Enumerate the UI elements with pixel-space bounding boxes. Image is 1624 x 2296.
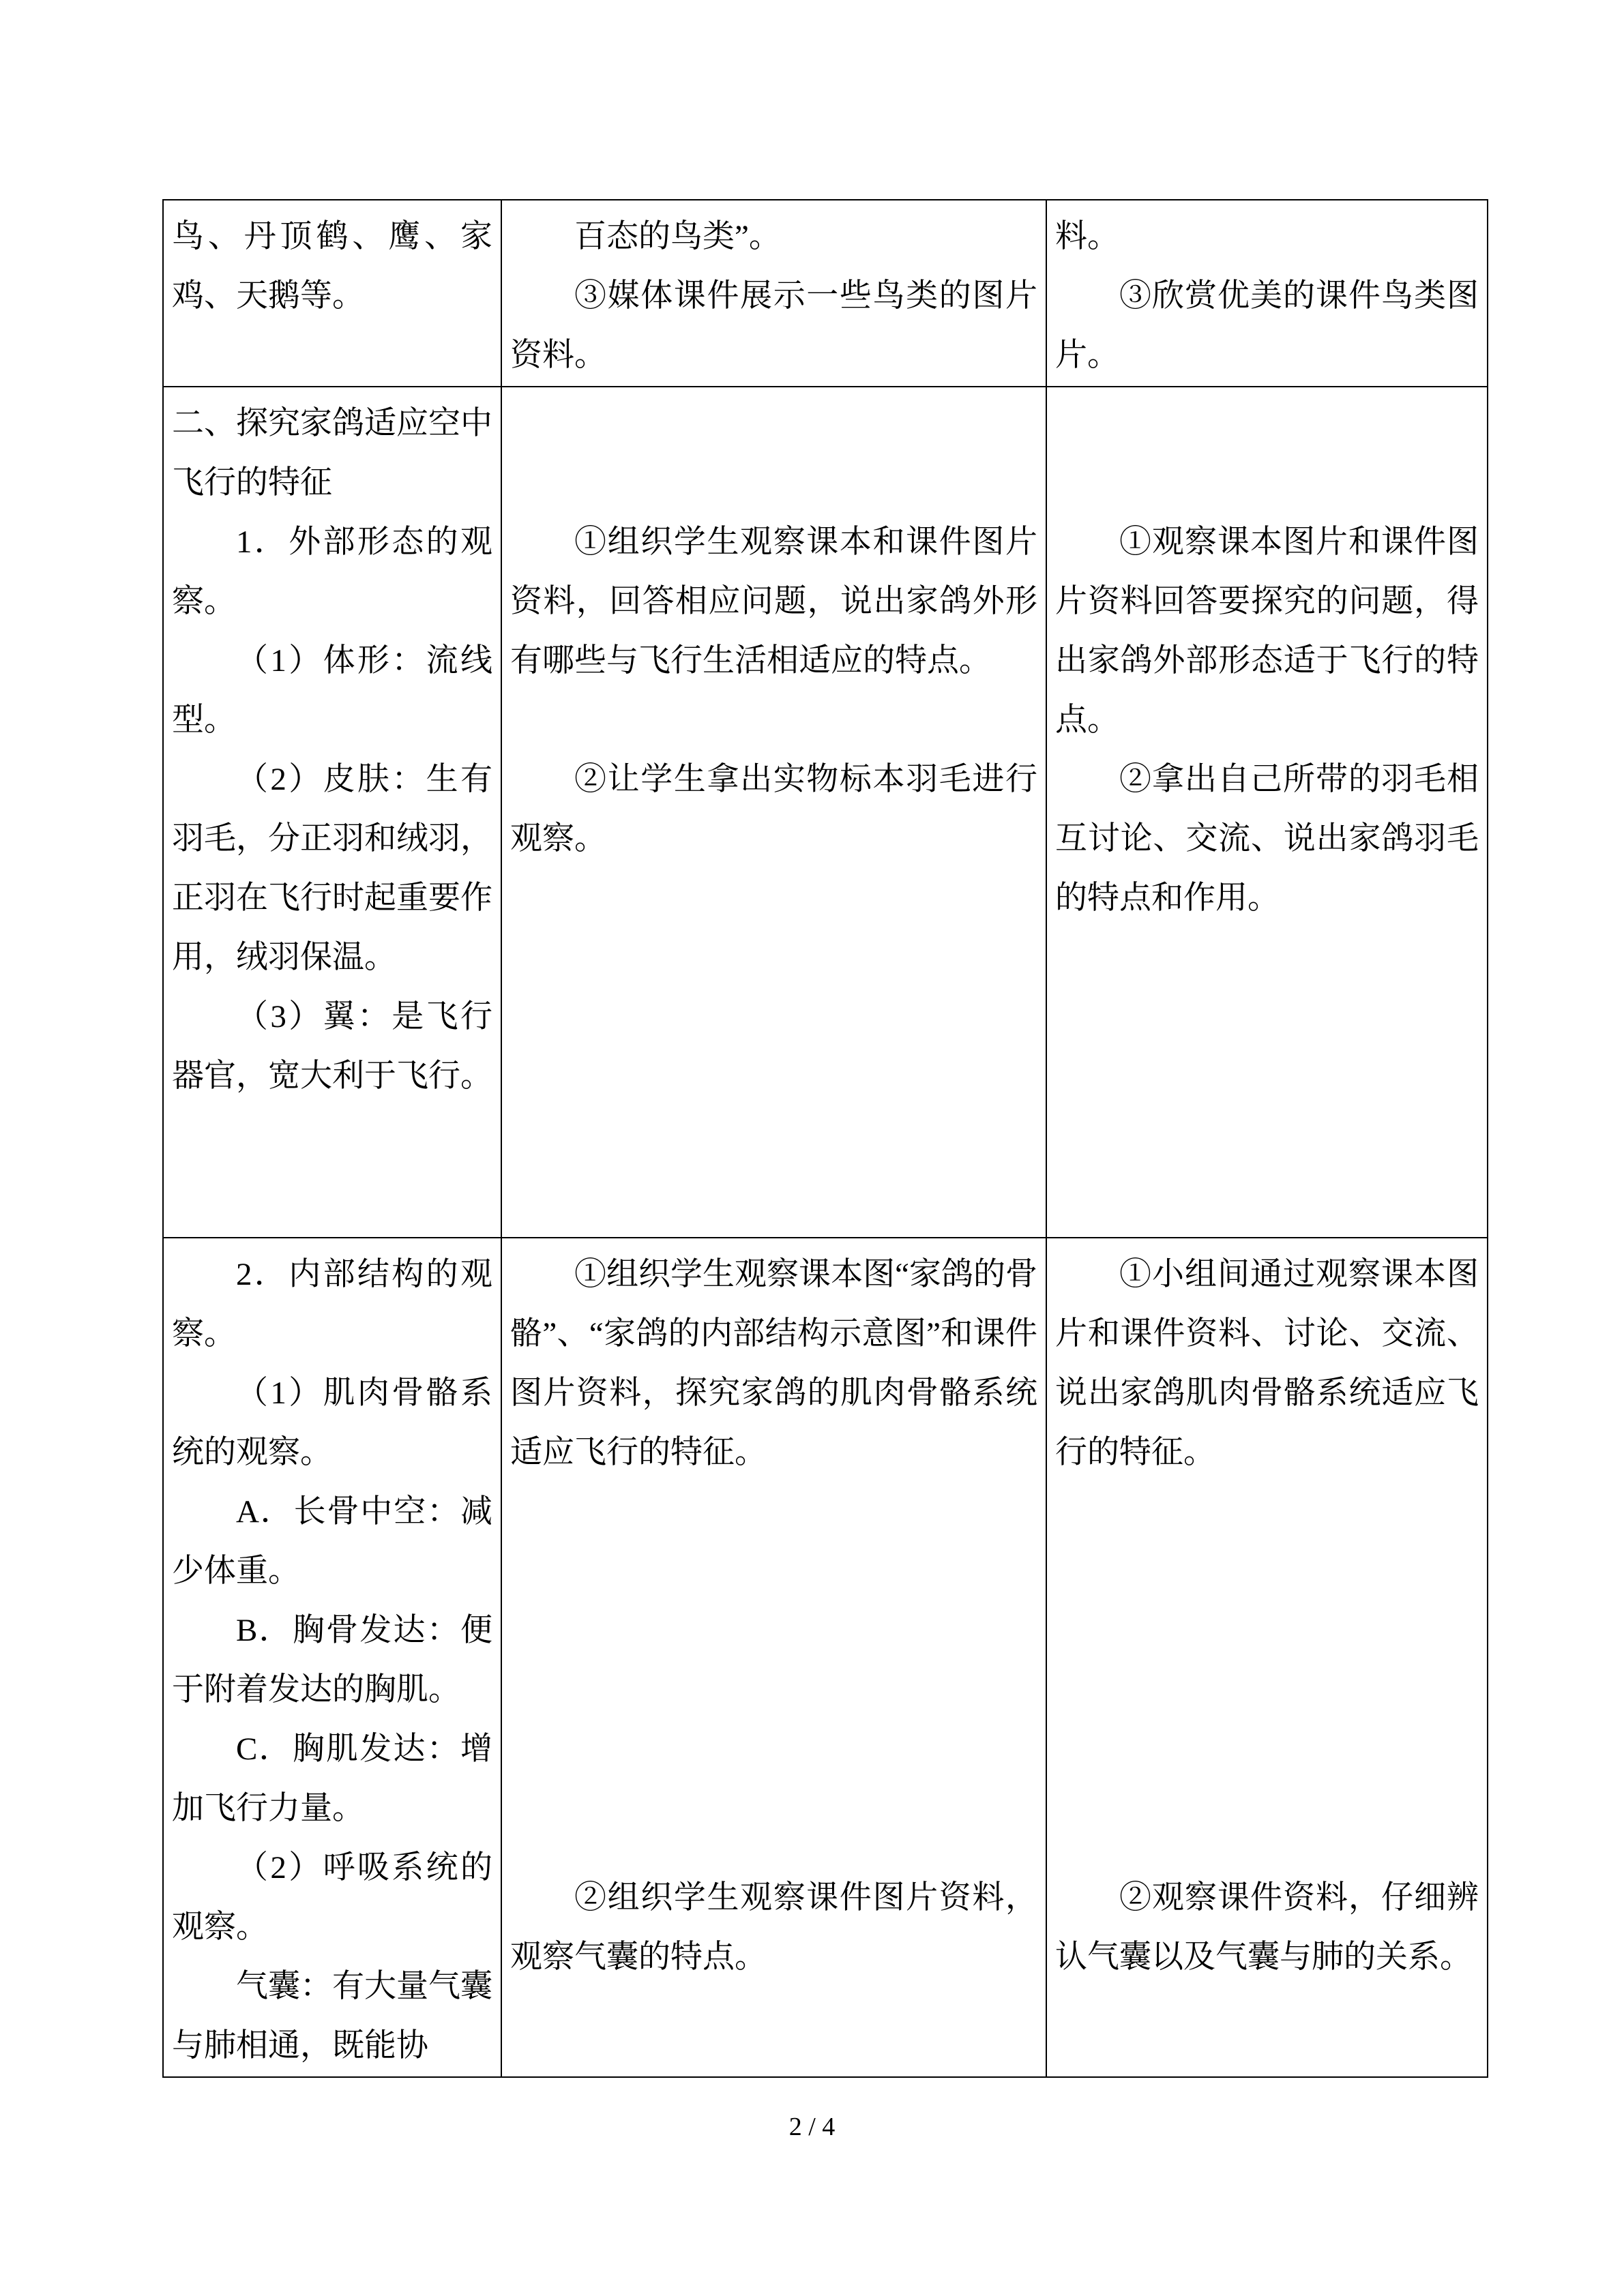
- table-cell: [163, 1238, 501, 2077]
- paragraph: ①组织学生观察课本图“家鸽的骨骼”、“家鸽的内部结构示意图”和课件图片资料，探究家鸽的肌肉骨骼系统适应飞行的特征。: [510, 1257, 1037, 1470]
- table-row: [163, 200, 1488, 387]
- table-row: [163, 1238, 1488, 2077]
- table-cell: [1046, 1238, 1488, 2077]
- lesson-plan-table: [162, 199, 1488, 2078]
- paragraph: （1）肌肉骨骼系统的观察。: [172, 1375, 492, 1470]
- paragraph: ③媒体课件展示一些鸟类的图片资料。: [510, 278, 1037, 373]
- table-cell: [501, 1238, 1046, 2077]
- paragraph: 1．外部形态的观察。: [172, 524, 492, 619]
- paragraph: 2．内部结构的观察。: [172, 1257, 492, 1352]
- paragraph: ③欣赏优美的课件鸟类图片。: [1055, 278, 1479, 373]
- paragraph: ②拿出自己所带的羽毛相互讨论、交流、说出家鸽羽毛的特点和作用。: [1055, 762, 1479, 916]
- paragraph: B．胸骨发达：便于附着发达的胸肌。: [172, 1613, 492, 1708]
- table-cell: [163, 387, 501, 1238]
- paragraph: 鸟、丹顶鹤、鹰、家鸡、天鹅等。: [172, 219, 492, 314]
- paragraph: （1）体形：流线型。: [172, 643, 492, 738]
- lesson-plan-table-body: [163, 200, 1488, 2077]
- table-row: [163, 387, 1488, 1238]
- paragraph: 百态的鸟类”。: [574, 219, 781, 254]
- paragraph: ①小组间通过观察课本图片和课件资料、讨论、交流、说出家鸽肌肉骨骼系统适应飞行的特征。: [1055, 1257, 1479, 1470]
- page-number-footer: 2 / 4: [788, 2113, 836, 2141]
- paragraph: 料。: [1055, 219, 1119, 254]
- paragraph: A．长骨中空：减少体重。: [172, 1494, 492, 1589]
- table-cell: [1046, 387, 1488, 1238]
- paragraph: ②观察课件资料，仔细辨认气囊以及气囊与肺的关系。: [1055, 1879, 1479, 1975]
- paragraph: ②组织学生观察课件图片资料，观察气囊的特点。: [510, 1879, 1037, 1975]
- paragraph: C．胸肌发达：增加飞行力量。: [172, 1731, 492, 1826]
- paragraph: （3）翼：是飞行器官，宽大利于飞行。: [172, 999, 492, 1094]
- paragraph: ②让学生拿出实物标本羽毛进行观察。: [510, 762, 1037, 856]
- table-cell: [501, 200, 1046, 387]
- paragraph: （2）呼吸系统的观察。: [172, 1850, 492, 1945]
- paragraph: ①观察课本图片和课件图片资料回答要探究的问题，得出家鸽外部形态适于飞行的特点。: [1055, 524, 1479, 738]
- paragraph: ①组织学生观察课本和课件图片资料，回答相应问题，说出家鸽外形有哪些与飞行生活相适应的特点。: [510, 524, 1037, 679]
- paragraph: 气囊：有大量气囊与肺相通，既能协: [172, 1969, 492, 2063]
- table-cell: [163, 200, 501, 387]
- table-cell: [1046, 200, 1488, 387]
- table-cell: [501, 387, 1046, 1238]
- paragraph: （2）皮肤：生有羽毛，分正羽和绒羽，正羽在飞行时起重要作用，绒羽保温。: [172, 762, 492, 975]
- paragraph: 二、探究家鸽适应空中飞行的特征: [172, 406, 492, 501]
